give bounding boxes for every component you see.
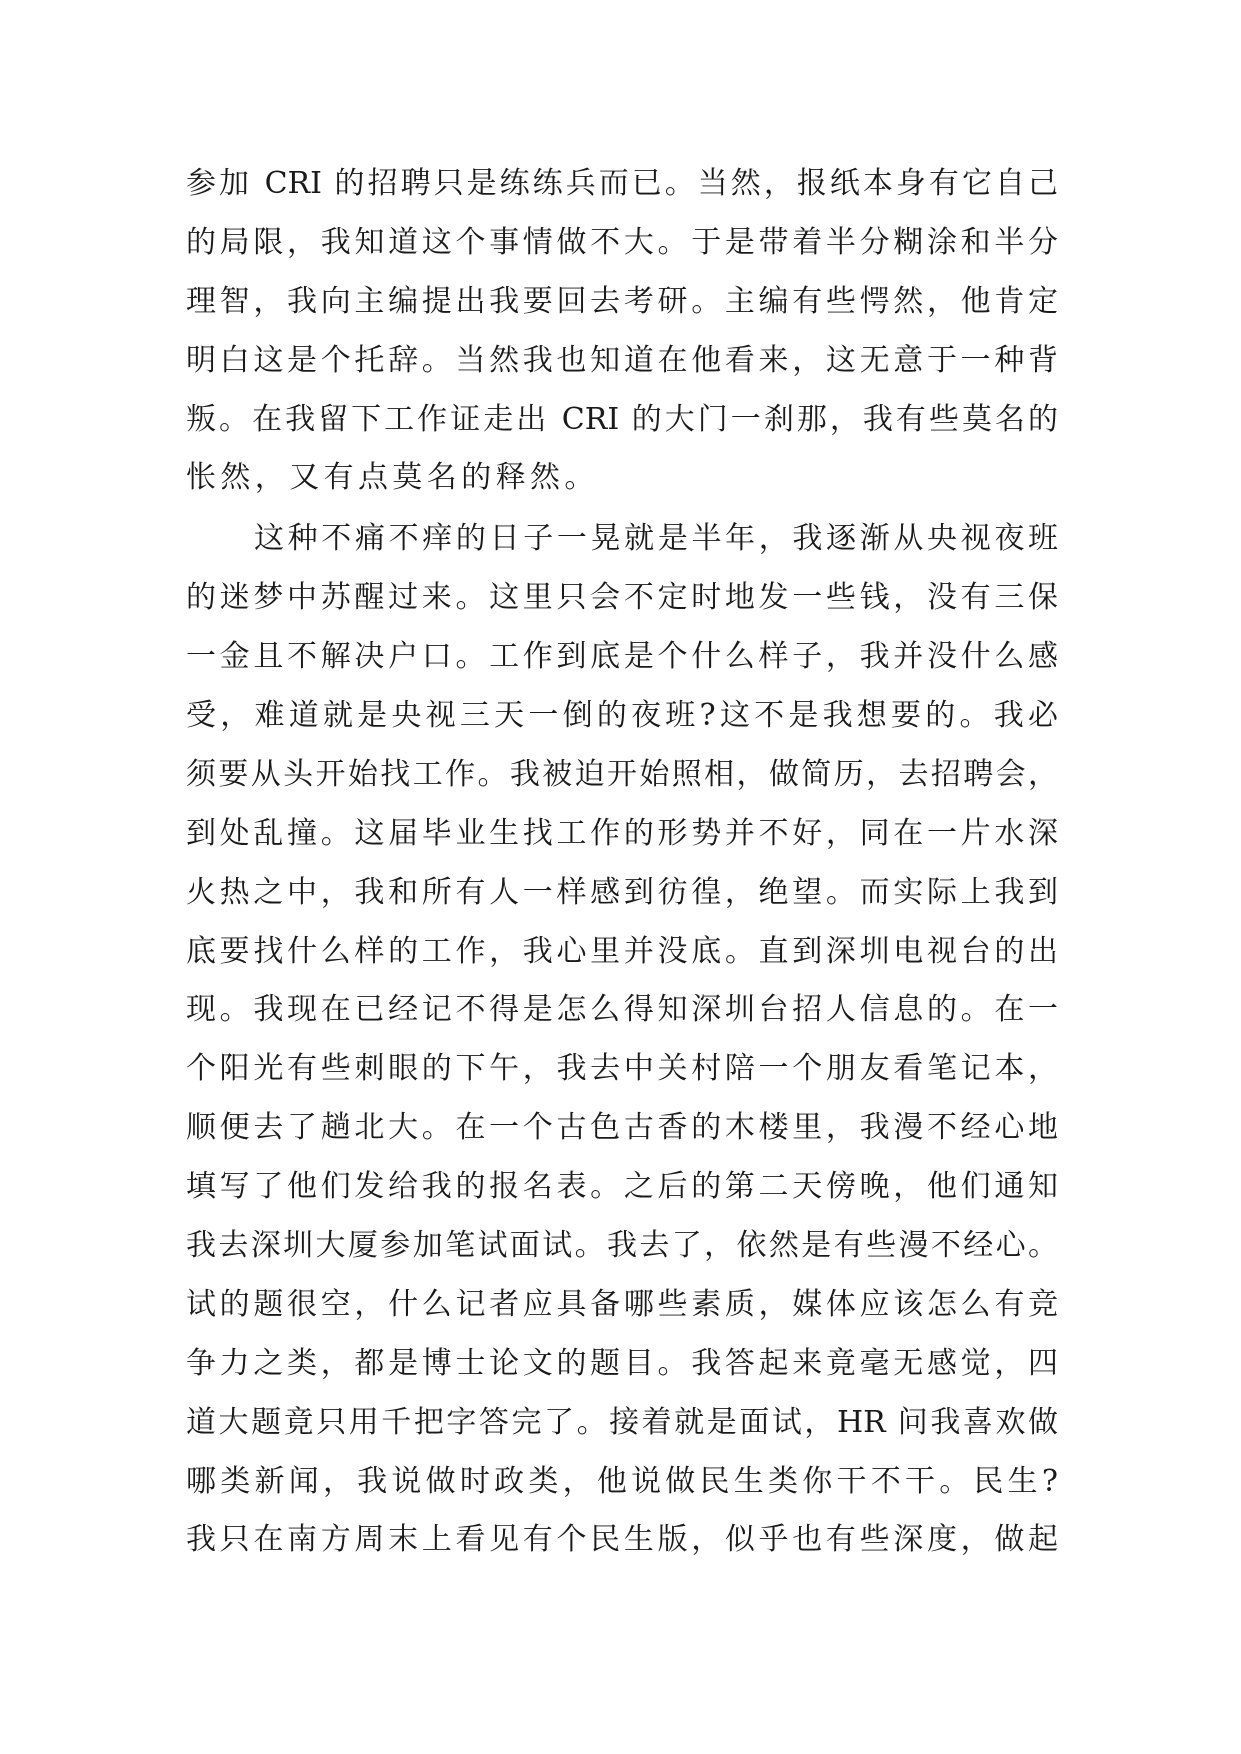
text-line: 个阳光有些刺眼的下午，我去中关村陪一个朋友看笔记本， [186,1051,1058,1087]
paragraph [186,155,1058,508]
text-line: 现。我现在已经记不得是怎么得知深圳台招人信息的。在一 [186,992,1058,1028]
text-line: 填写了他们发给我的报名表。之后的第二天傍晚，他们通知 [186,1169,1058,1205]
text-line: 一金且不解决户口。工作到底是个什么样子，我并没什么感 [186,639,1058,675]
text-line: 顺便去了趟北大。在一个古色古香的木楼里，我漫不经心地 [186,1110,1058,1146]
body-text [186,155,1058,1570]
text-line: 到处乱撞。这届毕业生找工作的形势并不好，同在一片水深 [186,815,1058,851]
text-line: 道大题竟只用千把字答完了。接着就是面试，HR 问我喜欢做 [186,1404,1058,1440]
text-line: 怅然，又有点莫名的释然。 [186,460,599,496]
text-line: 火热之中，我和所有人一样感到彷徨，绝望。而实际上我到 [186,874,1058,910]
text-line: 底要找什么样的工作，我心里并没底。直到深圳电视台的出 [186,933,1058,969]
text-line: 我去深圳大厦参加笔试面试。我去了，依然是有些漫不经心。 [186,1228,1058,1264]
text-line: 的局限，我知道这个事情做不大。于是带着半分糊涂和半分 [186,224,1058,260]
text-line: 的迷梦中苏醒过来。这里只会不定时地发一些钱，没有三保 [186,580,1058,616]
text-line: 理智，我向主编提出我要回去考研。主编有些愕然，他肯定 [186,283,1058,319]
text-line: 争力之类，都是博士论文的题目。我答起来竟毫无感觉，四 [186,1345,1058,1381]
text-line: 我只在南方周末上看见有个民生版，似乎也有些深度，做起 [186,1522,1058,1558]
text-line: 试的题很空，什么记者应具备哪些素质，媒体应该怎么有竞 [186,1286,1058,1322]
text-line: 受，难道就是央视三天一倒的夜班?这不是我想要的。我必 [186,698,1058,734]
text-line: 这种不痛不痒的日子一晃就是半年，我逐渐从央视夜班 [254,521,1058,557]
paragraph [186,510,1058,1570]
text-line: 明白这是个托辞。当然我也知道在他看来，这无意于一种背 [186,342,1058,378]
text-line: 须要从头开始找工作。我被迫开始照相，做简历，去招聘会， [186,756,1058,792]
text-line: 哪类新闻，我说做时政类，他说做民生类你干不干。民生? [186,1463,1058,1499]
text-line: 叛。在我留下工作证走出 CRI 的大门一刹那，我有些莫名的 [186,401,1058,437]
text-line: 参加 CRI 的招聘只是练练兵而已。当然，报纸本身有它自己 [186,166,1058,201]
